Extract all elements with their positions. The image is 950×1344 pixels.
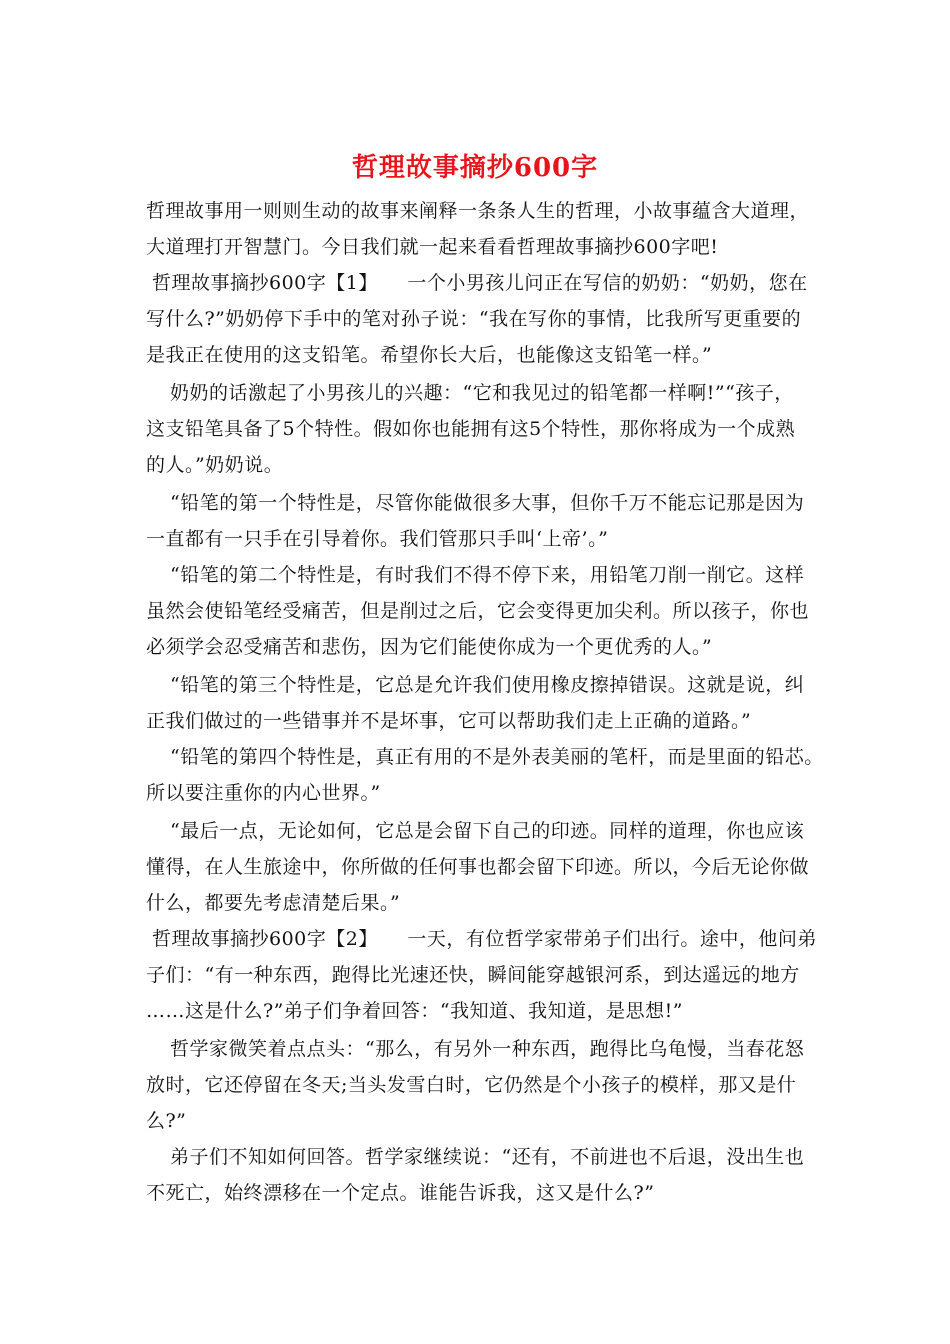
paragraph-line: 什么，都要先考虑清楚后果。” (146, 892, 401, 914)
paragraph-line: 哲学家微笑着点点头：“那么，有另外一种东西，跑得比乌龟慢，当春花怒 (170, 1038, 805, 1060)
paragraph-line: 这支铅笔具备了5个特性。假如你也能拥有这5个特性，那你将成为一个成熟 (146, 418, 796, 440)
paragraph-line: “铅笔的第二个特性是，有时我们不得不停下来，用铅笔刀削一削它。这样 (170, 564, 805, 586)
document-title: 哲理故事摘抄600字 (351, 153, 599, 183)
paragraph-line: 懂得，在人生旅途中，你所做的任何事也都会留下印迹。所以，今后无论你做 (146, 856, 810, 878)
section-heading-line: 哲理故事摘抄600字【1】 一个小男孩儿问正在写信的奶奶：“奶奶，您在 (152, 272, 808, 294)
paragraph-line: 弟子们不知如何回答。哲学家继续说：“还有，不前进也不后退，没出生也 (170, 1146, 805, 1168)
paragraph-line: 奶奶的话激起了小男孩儿的兴趣：“它和我见过的铅笔都一样啊!”“孩子， (170, 382, 794, 404)
paragraph-line: 哲理故事用一则则生动的故事来阐释一条条人生的哲理，小故事蕴含大道理， (146, 200, 810, 222)
section-heading-line: 哲理故事摘抄600字【2】 一天，有位哲学家带弟子们出行。途中，他问弟 (152, 928, 817, 950)
paragraph-line: 所以要注重你的内心世界。” (146, 782, 381, 804)
paragraph-line: 正我们做过的一些错事并不是坏事，它可以帮助我们走上正确的道路。” (146, 710, 752, 732)
paragraph-line: 写什么?”奶奶停下手中的笔对孙子说：“我在写你的事情，比我所写更重要的 (146, 308, 802, 330)
paragraph-line: 的人。”奶奶说。 (146, 454, 284, 476)
paragraph-line: 放时，它还停留在冬天;当头发雪白时，它仍然是个小孩子的模样，那又是什 (146, 1074, 797, 1096)
paragraph-line: 一直都有一只手在引导着你。我们管那只手叫‘上帝’。” (146, 528, 609, 550)
paragraph-line: 么?” (146, 1110, 187, 1132)
paragraph-line: 不死亡，始终漂移在一个定点。谁能告诉我，这又是什么?” (146, 1182, 655, 1204)
paragraph-line: “铅笔的第四个特性是，真正有用的不是外表美丽的笔杆，而是里面的铅芯。 (170, 746, 824, 768)
paragraph-line: 大道理打开智慧门。今日我们就一起来看看哲理故事摘抄600字吧! (146, 236, 719, 258)
paragraph-line: 是我正在使用的这支铅笔。希望你长大后，也能像这支铅笔一样。” (146, 344, 713, 366)
paragraph-line: 虽然会使铅笔经受痛苦，但是削过之后，它会变得更加尖利。所以孩子，你也 (146, 600, 810, 622)
paragraph-line: 必须学会忍受痛苦和悲伤，因为它们能使你成为一个更优秀的人。” (146, 636, 713, 658)
paragraph-line: “铅笔的第一个特性是，尽管你能做很多大事，但你千万不能忘记那是因为 (170, 492, 805, 514)
paragraph-line: 子们：“有一种东西，跑得比光速还快，瞬间能穿越银河系，到达遥远的地方 (146, 964, 800, 986)
paragraph-line: ……这是什么?”弟子们争着回答：“我知道、我知道，是思想!” (146, 1000, 683, 1022)
paragraph-line: “最后一点，无论如何，它总是会留下自己的印迹。同样的道理，你也应该 (170, 820, 805, 842)
paragraph-line: “铅笔的第三个特性是，它总是允许我们使用橡皮擦掉错误。这就是说，纠 (170, 674, 805, 696)
